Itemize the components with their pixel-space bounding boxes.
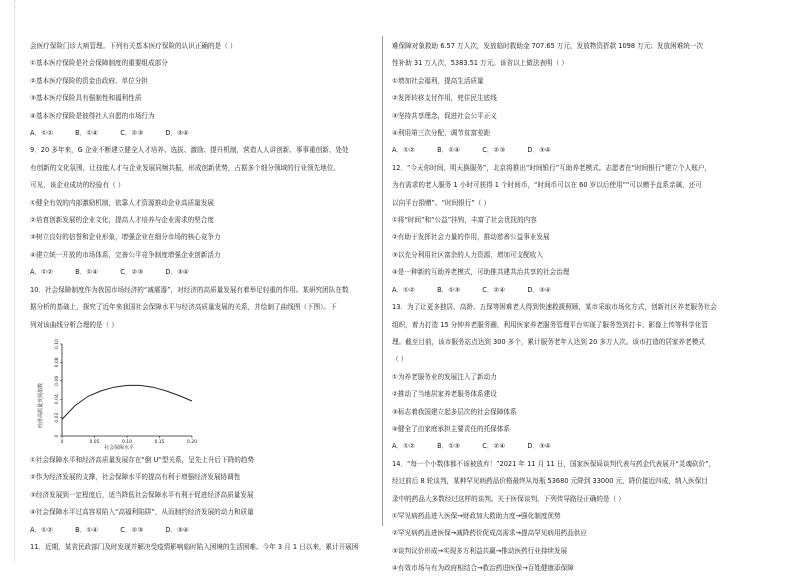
text-line: ①为养老服务业的发展注入了新动力	[392, 372, 497, 381]
option-a[interactable]: A．①②	[30, 525, 53, 534]
y-axis-label: 经济高质量发展指数	[38, 382, 44, 428]
y-tick-label: 0.06	[55, 375, 60, 386]
text-line: ①社会保障水平和经济高质量发展存在“倒 U”型关系，呈先上升后下降的趋势	[30, 455, 255, 464]
text-line: 性补助 31 万人次，5383.51 万元。该省以上做法表明（ ）	[392, 59, 568, 68]
x-tick-label: 0.10	[121, 439, 133, 445]
text-line: ③谈判议价形成→实现多方利益共赢→推动医药行业持续发展	[392, 546, 568, 555]
text-line: ②作为经济发展的支撑，社会保障水平的提高有利于增强经济发展协调性	[30, 473, 241, 482]
left-column	[30, 38, 376, 556]
text-line: ④社会保障水平过高容易陷入“高福利陷阱”，从而制约经济发展的动力和质量	[30, 508, 254, 517]
text-line: ④有效市场与有为政府相结合→救治药进医保→百姓健康添保障	[392, 564, 574, 573]
y-tick-label: 0.04	[55, 394, 60, 405]
text-line: ①基本医疗保险是社会保障制度的重要组成部分	[30, 59, 168, 68]
question-10-stem: 10．社会保障制度作为我国市场经济的“减震器”，对经济的高质量发展有着举足轻重的作用。某研究团队在数	[30, 285, 349, 294]
option-a[interactable]: A．①②	[392, 285, 415, 294]
text-line: ①增加社会福利，提高生活质量	[392, 76, 484, 85]
x-tick-label: 0.15	[154, 439, 165, 445]
text-line: ②推动了当地居家养老服务体系建设	[392, 390, 497, 399]
text-line: ③经济发展到一定程度后，适当降低社会保障水平有利于促进经济高质量发展	[30, 490, 254, 499]
text-line: ④基本医疗保险是彼得社人自愿的市场行为	[30, 111, 155, 120]
text-line: （ ）	[392, 355, 408, 364]
option-b[interactable]: B．①④	[437, 146, 461, 155]
q13-options	[392, 438, 748, 455]
x-tick-label: 0	[60, 439, 64, 445]
text-line: ③坚持共享理念，促进社会公平正义	[392, 111, 497, 120]
text-line: 以向平台捐赠”。“时间银行”（ ）	[392, 198, 491, 207]
text-line: ③基本医疗保险具有强制性和福利性质	[30, 94, 142, 103]
y-ticks	[54, 339, 62, 438]
option-c[interactable]: C．②④	[482, 285, 506, 294]
x-tick-label: 0.05	[89, 439, 100, 445]
text-line: ②培育创新发展的企业文化，提高人才培养与企业需求的契合度	[30, 216, 214, 225]
question-13-stem: 13．为了让更多独居、高龄、五保等困难老人得到快速救援照顾，某市采取市场化方式，创新社区养老服务社会	[392, 303, 717, 312]
option-a[interactable]: A．①②	[30, 268, 53, 277]
text-line: 经过前后 8 轮谈判，某种罕见病药品价格最终从每瓶 53680 元降到 33000 元，降价接近四成，纳入医保目	[392, 477, 708, 486]
text-line: ①将“时间”和“公益”挂钩，丰富了社会优抚的内容	[392, 216, 537, 225]
y-tick-label: 0.02	[55, 412, 60, 423]
text-line: 录中的药品大多数经过这样的谈判。关于医保谈判，下列传导路径正确的是（ ）	[392, 494, 625, 503]
question-11-stem: 11．近期，某省民政部门及时发现并解决受疫情影响临时陷入困境的生活困难。今年 3 月 1 日以来，累计开展困	[30, 542, 359, 551]
text-line: 为有需求的老人服务 1 小时可获得 1 个时间币，“时间币可以在 60 岁以后使用”“可以赠予直系亲属，还可	[392, 181, 702, 190]
text-line: ③树立良好的信誉和企业形象，增强企业在细分市场的核心竞争力	[30, 233, 221, 242]
text-line: 组织，着力打造 15 分钟养老服务圈，利用医家养老服务管理平台实现了服务签到打卡、影像上传等科学化管	[392, 320, 708, 329]
option-d[interactable]: D．③④	[527, 146, 551, 155]
option-d[interactable]: D．③④	[165, 525, 189, 534]
x-axis-label: 社会保障水平	[104, 444, 135, 451]
text-line: 理。截至目前，该市服务站点达到 300 多个，累计服务老年人达到 20 多万人次。该市打造的居家养老模式	[392, 337, 705, 346]
option-a[interactable]: A．①②	[392, 146, 415, 155]
question-14-stem: 14．“每一个小数体都不该被放弃！”2021 年 11 月 11 日，国家医保局谈判代表与药企代表展开“灵魂砍价”，	[392, 459, 716, 468]
option-b[interactable]: B．①④	[75, 525, 99, 534]
option-c[interactable]: C．②③	[120, 129, 144, 138]
option-b[interactable]: B．①③	[437, 285, 461, 294]
option-a[interactable]: A．①②	[392, 442, 415, 451]
column-divider	[382, 36, 383, 526]
option-b[interactable]: B．①④	[75, 129, 99, 138]
y-tick-label: 0	[55, 434, 60, 438]
text-line: 据分析的基础上，探究了近年来我国社会保障水平与经济高质量发展的关系，并绘制了曲线图（下图）。下	[30, 303, 337, 312]
q9-options	[30, 264, 376, 281]
text-line: ①健全有效的内部激励机制，依靠人才资源推动企业高质量发展	[30, 198, 214, 207]
chart-svg	[34, 336, 204, 452]
x-tick-label: 0.20	[186, 439, 198, 445]
question-9-stem: 9．20 多年来，G 企业不断建立健全人才培养、选拔、激励、提升机制，营造人人讲创新、事事重创新、处处	[30, 146, 349, 155]
text-line: ②基本医疗保险的资金由政府、单位分担	[30, 76, 149, 85]
text-line: 难保障对象救助 6.57 万人次，发放临时救助金 707.65 万元，发放物资折款 1098 万元；发放困难统一次	[392, 42, 704, 50]
x-ticks	[61, 436, 198, 445]
line-chart	[30, 334, 376, 452]
text-line: ④利用第三次分配，调节贫富差距	[392, 129, 491, 138]
option-d[interactable]: D．③④	[527, 285, 551, 294]
text-line: ④是一种新的互助养老模式，可助推共建共治共享的社会治理	[392, 268, 570, 277]
option-c[interactable]: C．②③	[120, 525, 144, 534]
option-c[interactable]: C．②③	[120, 268, 144, 277]
option-c[interactable]: C．②④	[482, 442, 506, 451]
option-d[interactable]: D．③④	[165, 268, 189, 277]
option-b[interactable]: B．①③	[437, 442, 461, 451]
text-line: 可见，该企业成功的经验有（ ）	[30, 181, 125, 190]
q8-options	[30, 125, 376, 142]
option-b[interactable]: B．①④	[75, 268, 99, 277]
series-line	[62, 385, 192, 419]
question-12-stem: 12．“今天你时间，明天换服务”，北京将推出“时间银行”互助养老模式。志愿者在“时间银行”建立个人账户，	[392, 163, 712, 172]
option-d[interactable]: D．③④	[527, 442, 551, 451]
text-line: ②发挥转移支付作用，兜住民生底线	[392, 94, 497, 103]
binding-margin	[0, 0, 15, 562]
right-column	[392, 38, 748, 578]
option-d[interactable]: D．③④	[165, 129, 189, 138]
text-line: ②有助于发挥社会力量的作用，推动慈善公益事业发展	[392, 233, 550, 242]
q12-options	[392, 282, 748, 299]
y-tick-label: 0.10	[55, 338, 60, 349]
text-line: ②罕见病药品进医保→减降药价促成高需求→提高罕见病用药品供应	[392, 529, 587, 538]
y-tick-label: 0.08	[55, 357, 60, 368]
text-line: ④建立统一开放的市场体系，完善公平竞争制度增强企业创新活力	[30, 250, 221, 259]
q11-options	[392, 142, 748, 159]
text-line: ④健全了由家庭承担主要责任的托保体系	[392, 424, 511, 433]
text-line: 列对该曲线分析合理的是（ ）	[30, 320, 118, 329]
text-line: 会医疗保险门诊大病管理。下列有关基本医疗保险的认识正确的是（ ）	[30, 42, 237, 50]
option-c[interactable]: C．②③	[482, 146, 506, 155]
text-line: ③以充分利用社区富余的人力资源，增加可支配收入	[392, 250, 543, 259]
text-line: 有创新的文化氛围，让技能人才与企业发展同频共振，形成创新优势，占据多个细分领域的行业领先地位。	[30, 163, 340, 172]
text-line: ③标志着我国建立起多层次的社会保障体系	[392, 407, 517, 416]
text-line: ①罕见病药品进入医保→财政加大救助力度→强化制度优势	[392, 511, 561, 520]
option-a[interactable]: A．①②	[30, 129, 53, 138]
q10-options	[30, 522, 376, 539]
